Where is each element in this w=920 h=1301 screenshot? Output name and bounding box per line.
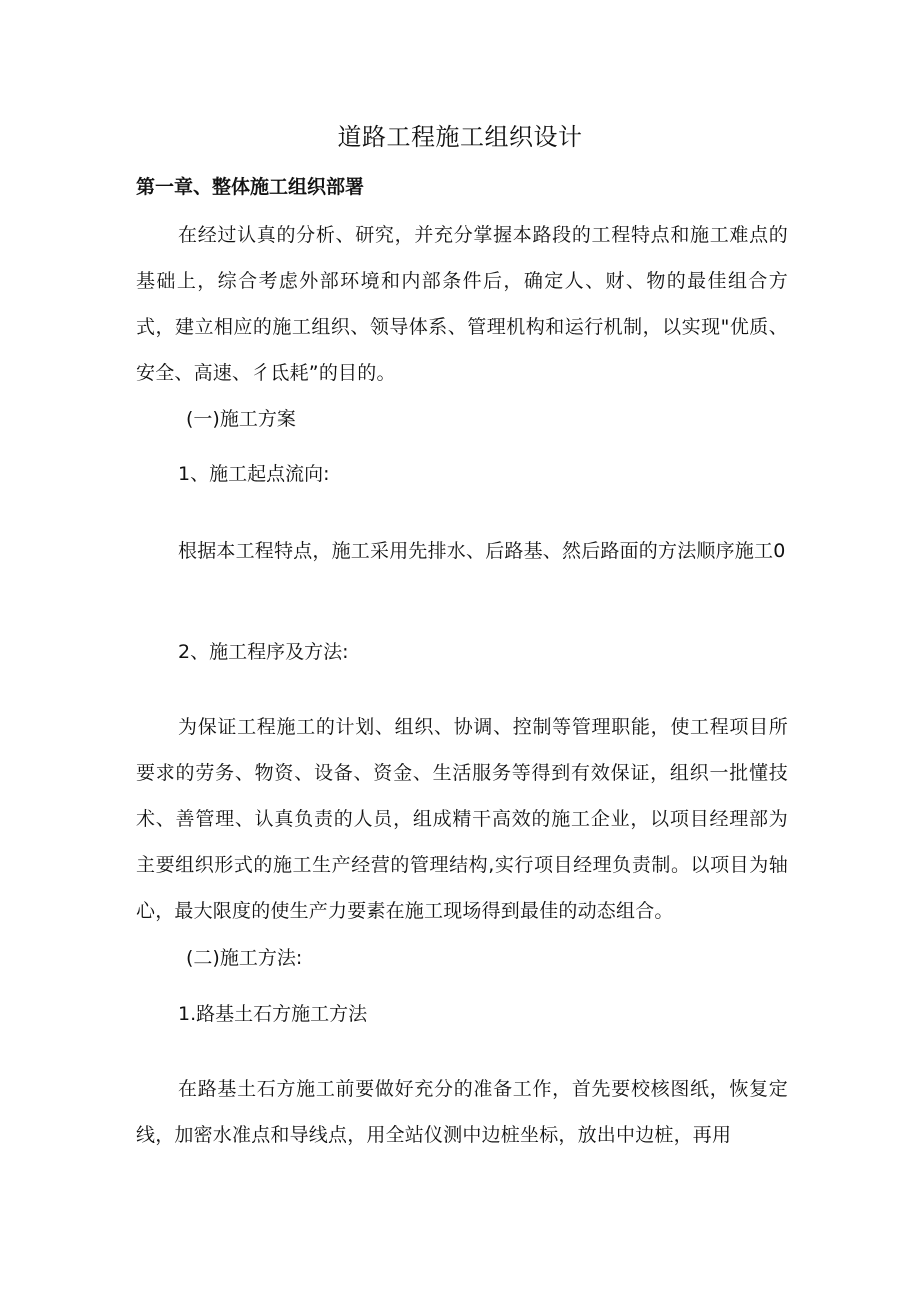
section-2-heading: (二)施工方法: xyxy=(186,947,303,969)
document-title: 道路工程施工组织设计 xyxy=(337,123,583,151)
subsection-1-heading: 1.路基土石方施工方法 xyxy=(178,1003,368,1025)
intro-paragraph: 在经过认真的分析、研究，并充分掌握本路段的工程特点和施工难点的基础上，综合考虑外部环境和内部条件后，确定人、财、物的最佳组合方式，建立相应的施工组织、领导体系、管理机构和运行机制，以实现"优质、安全、高速、彳氐耗”的目的。 xyxy=(136,224,788,384)
item-1-paragraph: 根据本工程特点，施工采用先排水、后路基、然后路面的方法顺序施工0 xyxy=(178,540,786,562)
chapter-heading: 第一章、整体施工组织部署 xyxy=(136,176,365,198)
section-1-heading: (一)施工方案 xyxy=(186,408,296,430)
item-1-heading: 1、施工起点流向: xyxy=(178,463,330,485)
item-2-paragraph: 为保证工程施工的计划、组织、协调、控制等管理职能，使工程项目所要求的劳务、物资、设备、资金、生活服务等得到有效保证，组织一批懂技术、善管理、认真负责的人员，组成精干高效的施工企业，以项目经理部为主要组织形式的施工生产经营的管理结构,实行项目经理负责制。以项目为轴心，最大限度的使生产力要素在施工现场得到最佳的动态组合。 xyxy=(136,716,788,922)
subsection-1-paragraph: 在路基土石方施工前要做好充分的准备工作，首先要校核图纸，恢复定线，加密水准点和导线点，用全站仪测中边桩坐标，放出中边桩，再用 xyxy=(136,1078,788,1146)
item-2-heading: 2、施工程序及方法: xyxy=(178,641,349,663)
